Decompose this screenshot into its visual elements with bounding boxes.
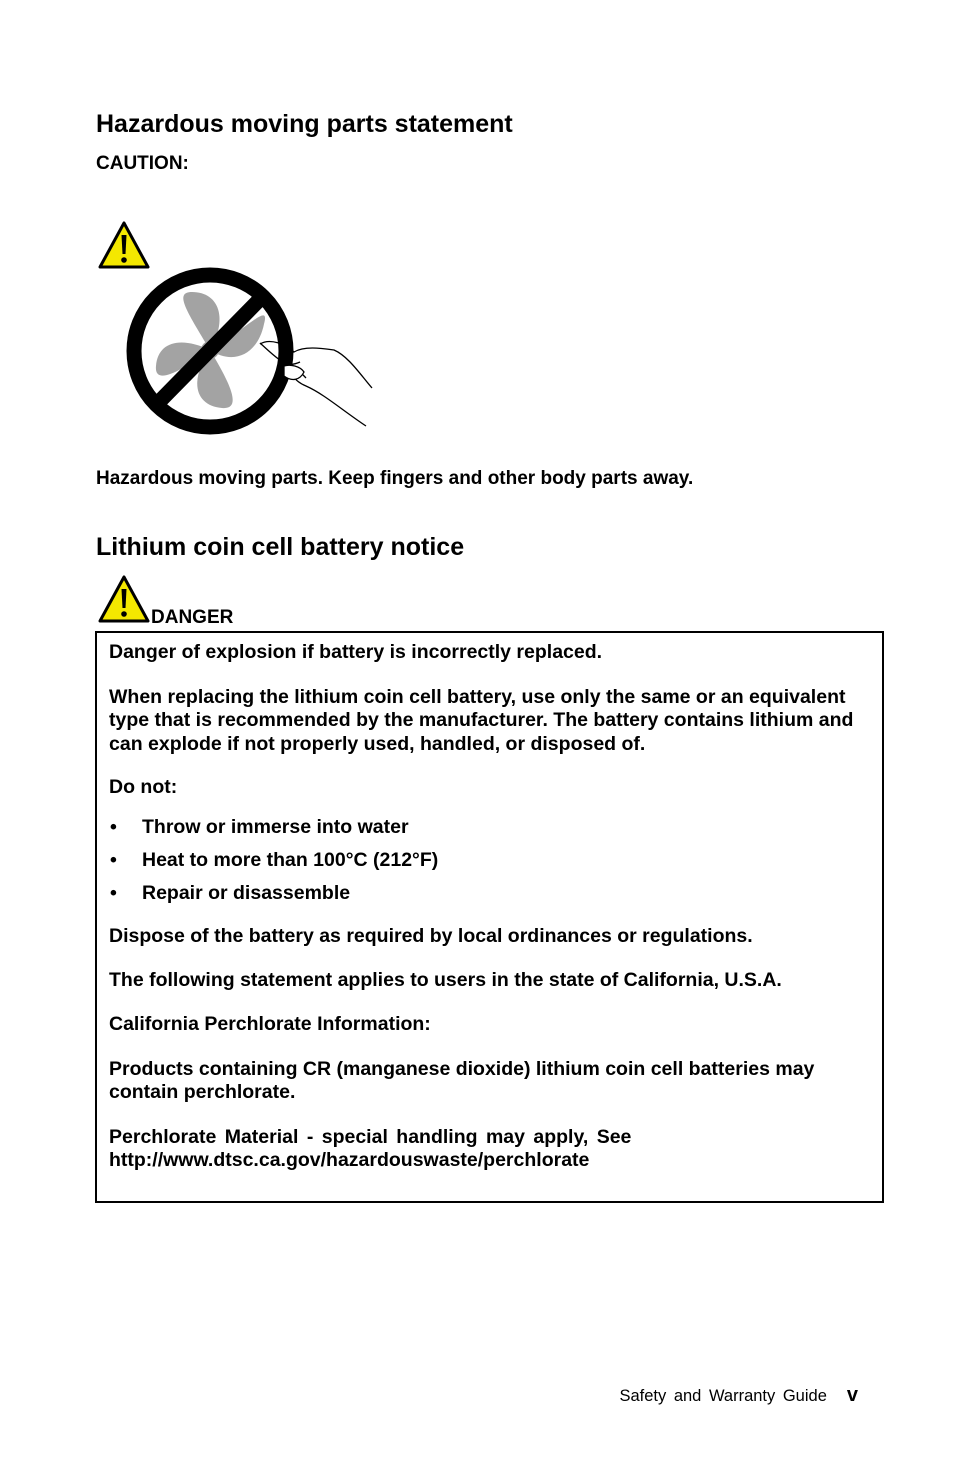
list-item — [109, 849, 872, 873]
page-footer — [619, 1384, 858, 1407]
bullet-icon: • — [110, 815, 117, 838]
dispose-text: Dispose of the battery as required by local ordinances or regulations. — [109, 925, 753, 947]
danger-label: DANGER — [151, 607, 234, 628]
danger-warning-icon — [97, 574, 151, 629]
battery-heading: Lithium coin cell battery notice — [96, 533, 465, 561]
california-statement: The following statement applies to users in the state of California, U.S.A. — [109, 969, 782, 991]
caution-label: CAUTION: — [96, 153, 189, 174]
list-item — [109, 882, 872, 906]
page-number: v — [846, 1384, 858, 1406]
moving-parts-heading: Hazardous moving parts statement — [96, 110, 513, 138]
danger-explosion-text: Danger of explosion if battery is incorrectly replaced. — [109, 641, 603, 663]
do-not-list — [109, 816, 872, 906]
perchlorate-material-text: Perchlorate Material - special handling may apply, See — [109, 1125, 632, 1148]
list-item-text: Throw or immerse into water — [142, 815, 409, 838]
perchlorate-products-text: Products containing CR (manganese dioxide) lithium coin cell batteries may contain perchlorate. — [109, 1057, 815, 1103]
bullet-icon: • — [110, 848, 117, 871]
bullet-icon: • — [110, 881, 117, 904]
perchlorate-url[interactable]: http://www.dtsc.ca.gov/hazardouswaste/perchlorate — [109, 1149, 590, 1171]
moving-parts-statement: Hazardous moving parts. Keep fingers and other body parts away. — [96, 468, 694, 489]
replacement-instructions: When replacing the lithium coin cell battery, use only the same or an equivalent type that is recommended by the manufacturer. The battery contains lithium and can explode if not properly used, handled, or disposed of. — [109, 685, 854, 755]
list-item-text: Repair or disassemble — [142, 881, 351, 904]
list-item-text: Heat to more than 100°C (212°F) — [142, 848, 439, 871]
guide-title: Safety and Warranty Guide — [619, 1387, 827, 1405]
fan-prohibited-icon — [124, 262, 378, 447]
perchlorate-title: California Perchlorate Information: — [109, 1013, 431, 1035]
do-not-label: Do not: — [109, 776, 178, 798]
danger-notice-box — [95, 631, 884, 1203]
list-item — [109, 816, 872, 840]
